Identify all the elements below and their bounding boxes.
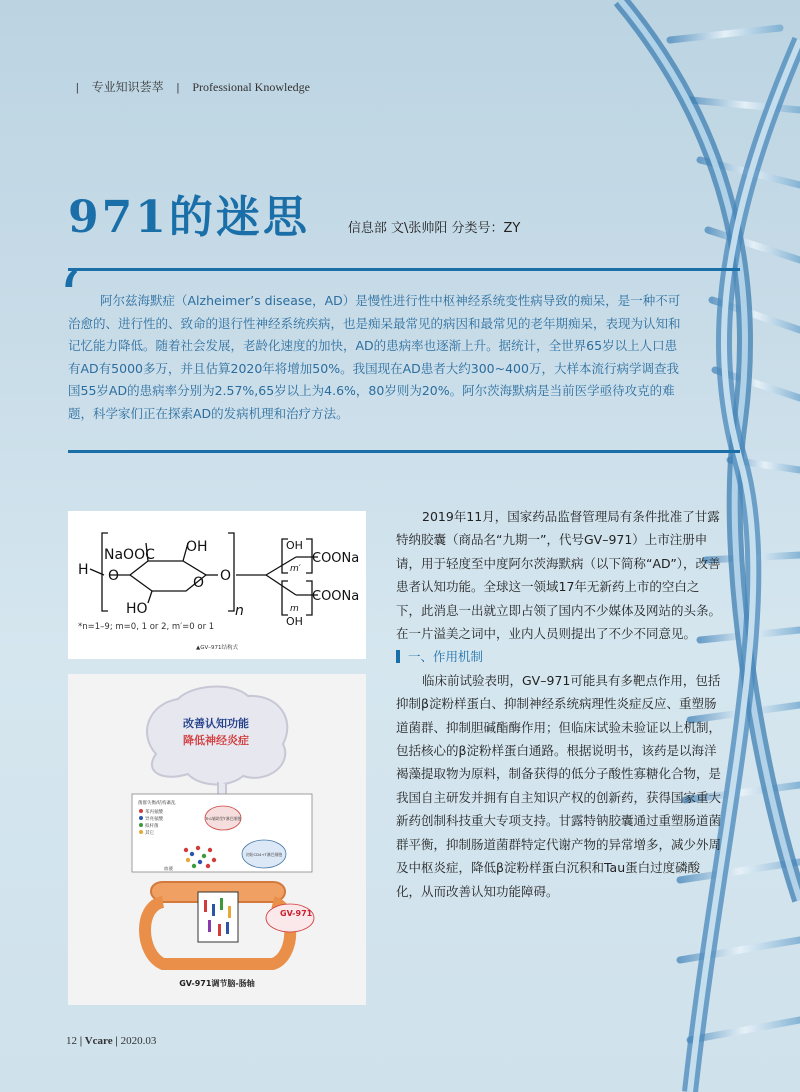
legend-dot-1 — [139, 809, 143, 813]
figure-structural-formula — [68, 511, 366, 659]
brain-label-cognition: 改善认知功能 — [183, 717, 249, 730]
article-abstract: 阿尔兹海默症（Alzheimer’s disease，AD）是慢性进行性中枢神经系统变性病导致的痴呆，是一种不可治愈的、进行性的、致命的退行性神经系统疾病，也是痴呆最常见的病因和最常见的老年期痴呆，表现为认知和记忆能力降低。随着社会发展，老龄化速度的加快，AD的患病率也逐渐上升。据统计，全世界65岁以上人口患有AD有5000多万，并且估算2020年将增加50%。我国现在AD患者大约300~400万，大样本流行病学调查我国55岁AD的患病率分别为2.57%,65岁以上为4.6%，80岁则为20%。阿尔茨海默病是当前医学亟待攻克的难题，科学家们正在探索AD的发病机理和治疗方法。 — [68, 293, 681, 421]
struct-label-o3: O — [220, 568, 232, 584]
struct-label-oh3: OH — [286, 615, 303, 628]
legend-item-4: 其它 — [145, 831, 154, 836]
quote-mark: ‘ — [58, 256, 81, 340]
journal-name: Vcare — [84, 1035, 113, 1047]
mechanism-box-title: 菌群失衡/结构紊乱 — [138, 801, 176, 806]
struct-label-n: n — [235, 603, 244, 619]
abstract-top-rule — [68, 268, 740, 271]
body-column — [396, 505, 721, 903]
figure-brain-gut-axis — [68, 674, 366, 1005]
section-heading-mechanism — [396, 645, 721, 668]
cell-cd4-label: 初始CD4+T淋巴细胞 — [245, 852, 283, 857]
struct-label-o2: O — [193, 575, 205, 591]
body-paragraph-2: 临床前试验表明，GV–971可能具有多靶点作用，包括抑制β淀粉样蛋白、抑制神经系统病理性炎症反应、重塑肠道菌群、抑制胆碱酯酶作用；但临床试验未验证以上机制，包括核心的β淀粉样蛋白通路。根据说明书，该药是以海洋褐藻提取物为原料，制备获得的低分子酸性寡糖化合物，是我国自主研发并拥有自主知识产权的创新药，获得国家重大新药创制科技重大专项支持。甘露特钠胶囊通过重塑肠道菌群平衡，抑制肠道菌群特定代谢产物的异常增多，减少外周及中枢炎症，降低β淀粉样蛋白沉积和Tau蛋白过度磷酸化，从而改善认知功能障碍。 — [396, 672, 722, 899]
abstract-bottom-rule — [68, 450, 740, 453]
struct-label-m-prime: m′ — [290, 564, 301, 574]
brain-gut-illustration — [68, 674, 366, 1005]
legend-dot-4 — [139, 830, 143, 834]
struct-label-oh2: OH — [286, 539, 303, 552]
body-paragraph-1: 2019年11月，国家药品监督管理局有条件批准了甘露特纳胶囊（商品名“九期一”，代号GV–971）上市注册申请，用于轻度至中度阿尔茨海默病（以下简称“AD”），改善患者认知功能。全球这一领域17年无新药上市的空白之下，此消息一出就立即占领了国内不少媒体及网站的头条。在一片溢美之词中，业内人员则提出了不少不同意见。 — [396, 509, 722, 642]
brain-label-inflammation: 降低神经炎症 — [183, 734, 249, 747]
article-byline: 信息部 文\张帅阳 分类号：ZY — [347, 221, 521, 236]
structure-footnote: *n=1–9; m=0, 1 or 2, m′=0 or 1 — [78, 622, 215, 632]
structure-caption: ▲GV–971结构式 — [196, 645, 239, 651]
title-row — [68, 192, 521, 243]
struct-label-m: m — [290, 604, 299, 614]
struct-label-oh1: OH — [186, 539, 208, 555]
page-number: 12 — [66, 1035, 77, 1047]
issue-date: 2020.03 — [120, 1035, 157, 1047]
section-marker — [396, 650, 400, 663]
struct-label-naooc: NaOOC — [104, 547, 155, 563]
section-heading-text: 一、作用机制 — [408, 649, 484, 665]
structure-drawing — [68, 511, 366, 659]
gv971-label: GV-971 — [280, 909, 313, 918]
struct-label-coona2: COONa — [312, 589, 360, 604]
legend-dot-2 — [139, 816, 143, 820]
header-section-cn: 专业知识荟萃 — [91, 80, 164, 94]
figure2-caption: GV-971调节脑-肠轴 — [179, 979, 255, 988]
header-separator-right: | — [176, 80, 180, 94]
article-title: 971的迷思 — [68, 192, 310, 243]
page-footer: 12 | Vcare | 2020.03 — [66, 1035, 157, 1047]
struct-label-ho: HO — [126, 601, 148, 617]
blood-label: 血液 — [164, 867, 173, 872]
legend-dot-3 — [139, 823, 143, 827]
legend-item-1: 苯丙氨酸 — [145, 810, 163, 815]
legend-item-3: 拟杆菌 — [145, 824, 159, 829]
legend-item-2: 异亮氨酸 — [145, 817, 163, 822]
header-section-en: Professional Knowledge — [192, 80, 310, 94]
running-header — [66, 78, 310, 95]
cell-th1-label: Th1辅助型T淋巴细胞 — [204, 816, 242, 821]
header-separator-left: | — [76, 80, 79, 94]
struct-label-h: H — [78, 562, 89, 578]
struct-label-coona1: COONa — [312, 551, 360, 566]
struct-label-o1: O — [108, 568, 120, 584]
